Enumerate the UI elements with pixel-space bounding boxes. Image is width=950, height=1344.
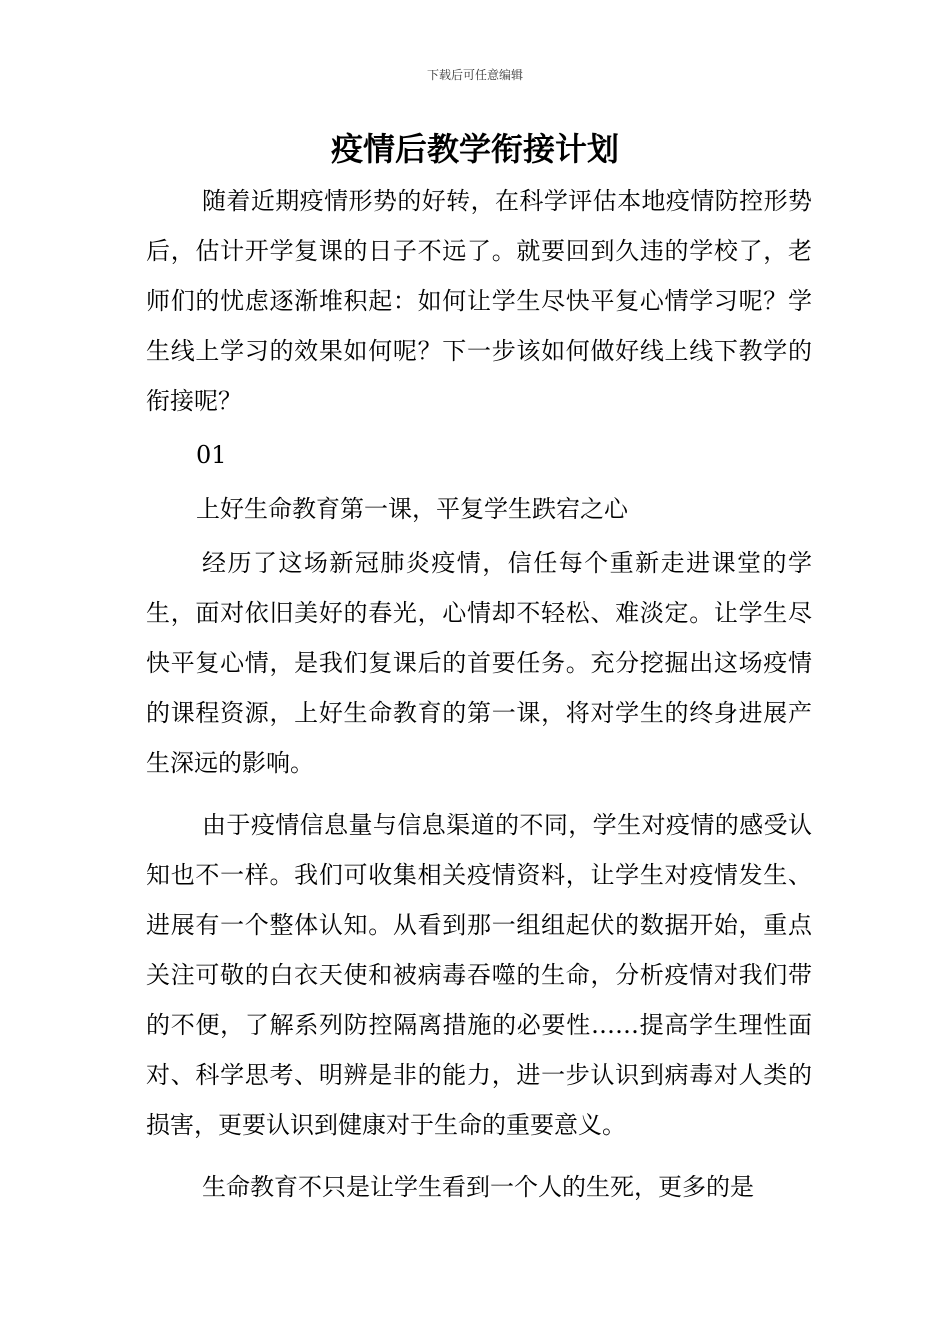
paragraph-1: 经历了这场新冠肺炎疫情，信任每个重新走进课堂的学生，面对依旧美好的春光，心情却不轻松、难淡定。让学生尽快平复心情，是我们复课后的首要任务。充分挖掘出这场疫情的课程资源，上好生命教育的第一课，将对学生的终身进展产生深远的影响。	[146, 549, 812, 777]
section-number: 01	[196, 441, 227, 469]
paragraph-2: 由于疫情信息量与信息渠道的不同，学生对疫情的感受认知也不一样。我们可收集相关疫情资料，让学生对疫情发生、进展有一个整体认知。从看到那一组组起伏的数据开始，重点关注可敬的白衣天使和被病毒吞噬的生命，分析疫情对我们带的不便，了解系列防控隔离措施的必要性……提高学生理性面对、科学思考、明辨是非的能力，进一步认识到病毒对人类的损害，更要认识到健康对于生命的重要意义。	[146, 811, 812, 1139]
spacer	[146, 788, 812, 800]
header-note: 下载后可任意编辑	[426, 68, 523, 82]
paragraph-3: 生命教育不只是让学生看到一个人的生死，更多的是	[202, 1173, 754, 1201]
intro-paragraph: 随着近期疫情形势的好转，在科学评估本地疫情防控形势后，估计开学复课的日子不远了。就要回到久违的学校了，老师们的忧虑逐渐堆积起：如何让学生尽快平复心情学习呢？学生线上学习的效果如何呢？下一步该如何做好线上线下教学的衔接呢？	[146, 187, 812, 415]
document-body	[146, 176, 812, 1212]
section-title: 上好生命教育第一课，平复学生跌宕之心	[196, 495, 628, 523]
spacer	[146, 1150, 812, 1162]
document-title: 疫情后教学衔接计划	[330, 130, 619, 168]
